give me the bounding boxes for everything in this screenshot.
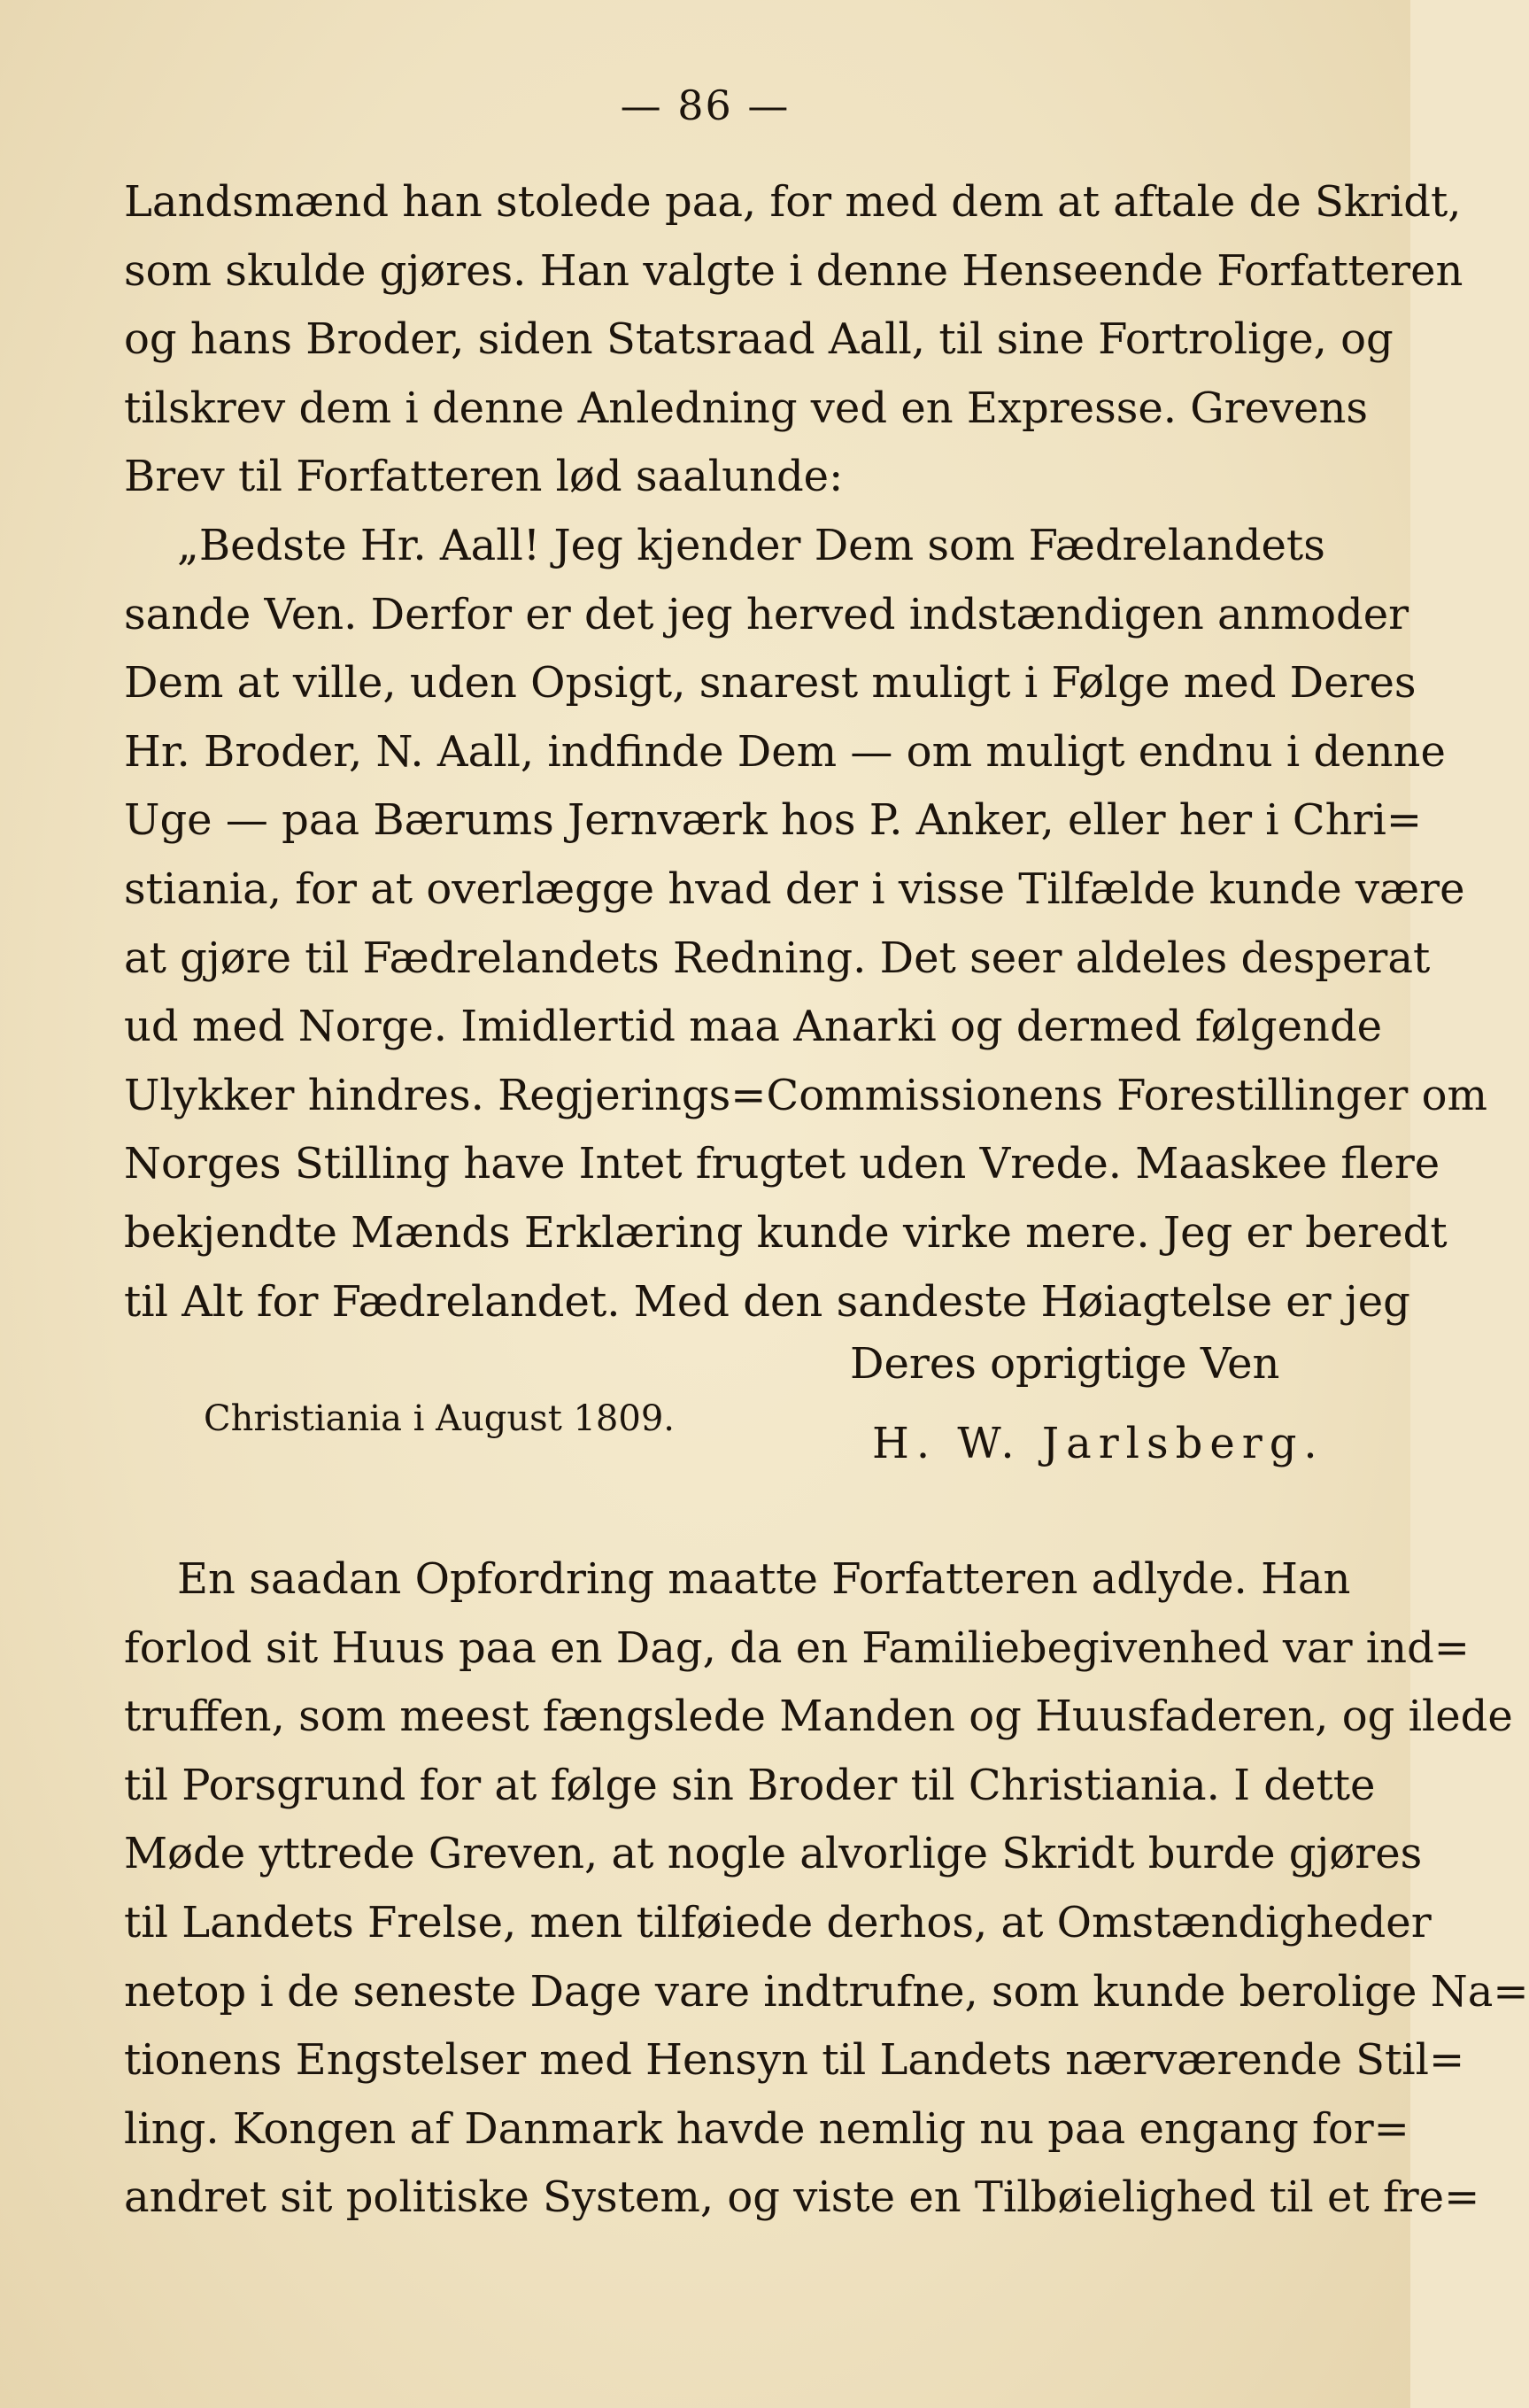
text-line: til Landets Frelse, men tilføiede derhos, at Omstændigheder — [124, 1897, 1432, 1947]
page-number: — 86 — — [620, 81, 791, 129]
letter-line: til Alt for Fædrelandet. Med den sandeste Høiagtelse er jeg — [124, 1276, 1410, 1327]
text-line: truffen, som meest fængslede Manden og Huusfaderen, og ilede — [124, 1692, 1513, 1742]
letter-line: bekjendte Mænds Erklæring kunde virke mere. Jeg er beredt — [124, 1207, 1448, 1258]
quoted-letter — [124, 512, 1488, 1336]
text-line: Landsmænd han stolede paa, for med dem at aftale de Skridt, — [124, 177, 1462, 227]
text-line: tionens Engstelser med Hensyn til Landets nærværende Stil= — [124, 2035, 1465, 2086]
letter-closing: Deres oprigtige Ven — [850, 1339, 1280, 1389]
text-line: netop i de seneste Dage vare indtrufne, som kunde berolige Na= — [124, 1966, 1529, 2017]
text-line: Møde yttrede Greven, at nogle alvorlige Skridt burde gjøres — [124, 1829, 1423, 1879]
letter-signature: H. W. Jarlsberg. — [872, 1419, 1324, 1468]
text-line: til Porsgrund for at følge sin Broder til Christiania. I dette — [124, 1760, 1376, 1810]
letter-line: „Bedste Hr. Aall! Jeg kjender Dem som Fædrelandets — [177, 521, 1325, 570]
letter-line: Dem at ville, uden Opsigt, snarest muligt i Følge med Deres — [124, 658, 1417, 708]
text-line: forlod sit Huus paa en Dag, da en Familiebegivenhed var ind= — [124, 1622, 1471, 1673]
text-line: andret sit politiske System, og viste en Tilbøielighed til et fre= — [124, 2172, 1480, 2223]
letter-line: at gjøre til Fædrelandets Redning. Det seer aldeles desperat — [124, 933, 1431, 983]
letter-line: Norges Stilling have Intet frugtet uden Vrede. Maaskee flere — [124, 1139, 1440, 1189]
letter-line: stiania, for at overlægge hvad der i visse Tilfælde kunde være — [124, 863, 1465, 914]
letter-line: ud med Norge. Imidlertid maa Anarki og dermed følgende — [124, 1002, 1383, 1052]
following-paragraph — [124, 1545, 1529, 2233]
letter-line: Uge — paa Bærums Jernværk hos P. Anker, eller her i Chri= — [124, 795, 1423, 846]
text-line: som skulde gjøres. Han valgte i denne Henseende Forfatteren — [124, 245, 1463, 296]
letter-line: sande Ven. Derfor er det jeg herved indstændigen anmoder — [124, 589, 1409, 639]
text-line: Brev til Forfatteren lød saalunde: — [124, 452, 844, 502]
text-line: tilskrev dem i denne Anledning ved en Expresse. Grevens — [124, 383, 1369, 433]
letter-line: Hr. Broder, N. Aall, indfinde Dem — om muligt endnu i denne — [124, 726, 1446, 777]
text-line: En saadan Opfordring maatte Forfatteren adlyde. Han — [177, 1554, 1351, 1604]
opening-paragraph — [124, 168, 1463, 512]
letter-place-date: Christiania i August 1809. — [204, 1398, 675, 1439]
text-line: og hans Broder, siden Statsraad Aall, til sine Fortrolige, og — [124, 314, 1394, 365]
text-line: ling. Kongen af Danmark havde nemlig nu paa engang for= — [124, 2103, 1409, 2154]
letter-line: Ulykker hindres. Regjerings=Commissionens Forestillinger om — [124, 1070, 1488, 1120]
